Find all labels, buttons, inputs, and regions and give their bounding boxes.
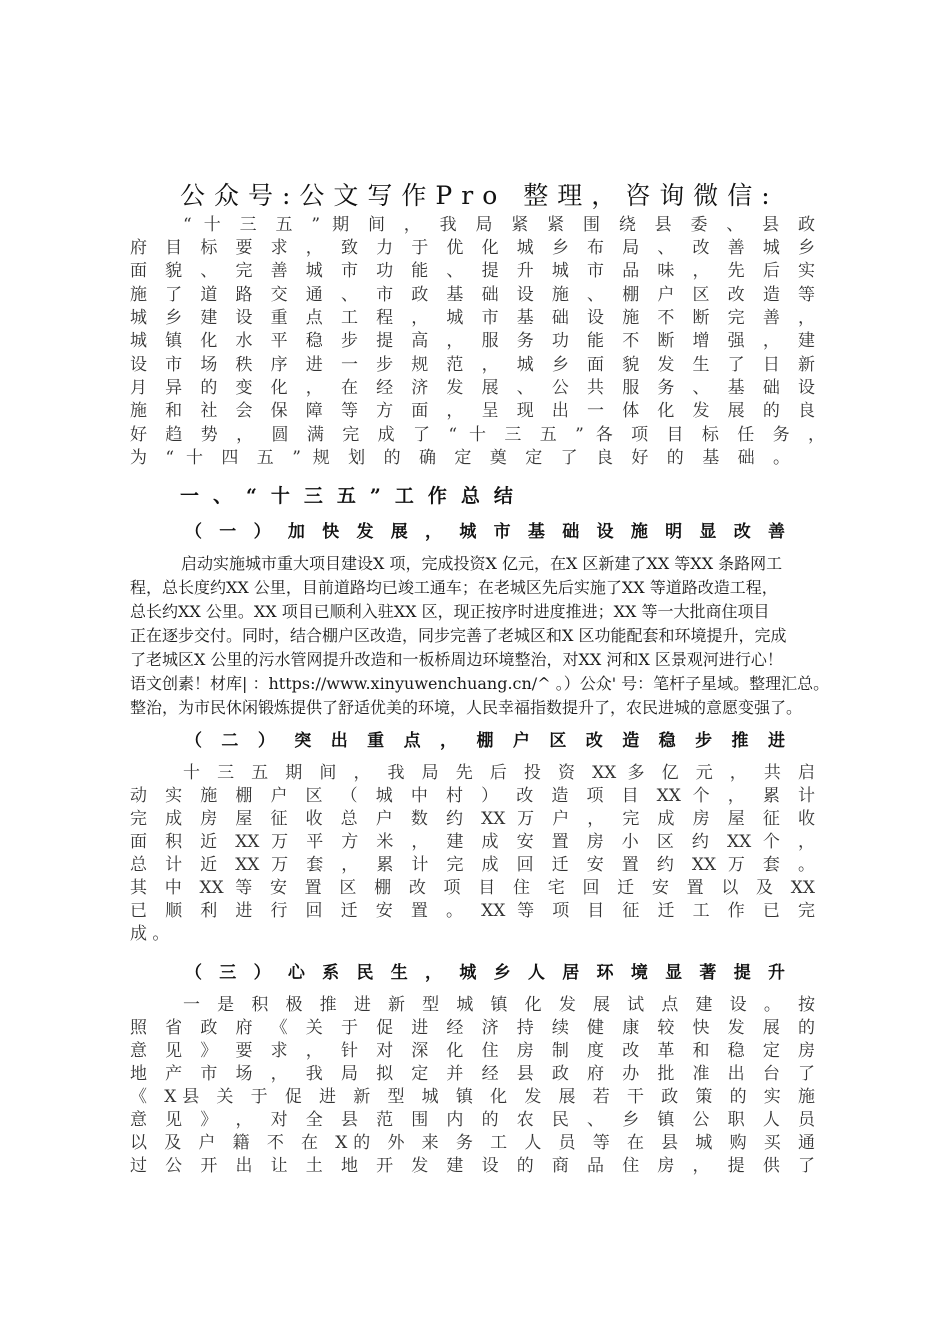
body-line: 一 是 积 极 推 进 新 型 城 镇 化 发 展 试 点 建 设 。 按	[183, 995, 815, 1015]
body-line: 《 X县 关 于 促 进 新 型 城 镇 化 发 展 若 干 政 策 的 实 施	[130, 1087, 815, 1107]
body-line: 其 中 XX 等 安 置 区 棚 改 项 目 住 宅 回 迁 安 置 以 及 XX	[130, 878, 815, 898]
body-line: 十 三 五 期 间 ， 我 局 先 后 投 资 XX 多 亿 元 ， 共 启	[183, 763, 815, 783]
intro-line: 月 异 的 变 化 ， 在 经 济 发 展 、 公 共 服 务 、 基 础 设	[130, 378, 815, 398]
intro-line: 设 市 场 秩 序 进 一 步 规 范 ， 城 乡 面 貌 发 生 了 日 新	[130, 355, 815, 375]
intro-line: 为 “ 十 四 五 ” 规 划 的 确 定 奠 定 了 良 好 的 基 础 。	[130, 448, 790, 468]
body-line: 程，总长度约XX 公里，目前道路均已竣工通车；在老城区先后实施了XX 等道路改造工程，	[130, 578, 778, 597]
body-line: 意 见 》 ， 对 全 县 范 围 内 的 农 民 、 乡 镇 公 职 人 员	[130, 1110, 815, 1130]
intro-line: 面 貌 、 完 善 城 市 功 能 、 提 升 城 市 品 味 ， 先 后 实	[130, 261, 815, 281]
subsection-heading-1: （ 一 ） 加 快 发 展 ， 城 市 基 础 设 施 明 显 改 善	[185, 522, 785, 542]
body-line: 了老城区X 公里的污水管网提升改造和一板桥周边环境整治，对XX 河和X 区景观河进行心！	[130, 650, 783, 669]
body-line: 语文创素！材库| ：https://www.xinyuwenchuang.cn/^ 。）公众' 号：笔杆子星域。整理汇总。	[130, 674, 830, 693]
body-line: 整治，为市民休闲锻炼提供了舒适优美的环境，人民幸福指数提升了，农民进城的意愿变强了。	[130, 698, 803, 717]
body-line: 完 成 房 屋 征 收 总 户 数 约 XX 万 户 ， 完 成 房 屋 征 收	[130, 809, 815, 829]
body-line: 过 公 开 出 让 土 地 开 发 建 设 的 商 品 住 房 ， 提 供 了	[130, 1156, 815, 1176]
body-line: 面 积 近 XX 万 平 方 米 ， 建 成 安 置 房 小 区 约 XX 个 ，	[130, 832, 815, 852]
body-line: 动 实 施 棚 户 区 （ 城 中 村 ） 改 造 项 目 XX 个 ， 累 计	[130, 786, 815, 806]
subsection-heading-3: （ 三 ） 心 系 民 生 ， 城 乡 人 居 环 境 显 著 提 升	[185, 963, 785, 983]
section-heading-1: 一、“十三五”工作总结	[180, 485, 527, 507]
document-title: 公众号:公文写作Pro 整理，咨询微信:	[180, 181, 779, 210]
body-line: 总 计 近 XX 万 套 ， 累 计 完 成 回 迁 安 置 约 XX 万 套 。	[130, 855, 815, 875]
body-line: 以 及 户 籍 不 在 X的 外 来 务 工 人 员 等 在 县 城 购 买 通	[130, 1133, 815, 1153]
body-line: 地 产 市 场 ， 我 局 拟 定 并 经 县 政 府 办 批 准 出 台 了	[130, 1064, 815, 1084]
intro-line: 城 镇 化 水 平 稳 步 提 高 ， 服 务 功 能 不 断 增 强 ， 建	[130, 331, 815, 351]
intro-line: 好 趋 势 ， 圆 满 完 成 了 “ 十 三 五 ” 各 项 目 标 任 务 ，	[130, 425, 825, 445]
intro-line: “ 十 三 五 ” 期 间 ， 我 局 紧 紧 围 绕 县 委 、 县 政	[183, 215, 815, 235]
body-line: 正在逐步交付。同时，结合棚户区改造，同步完善了老城区和X 区功能配套和环境提升，完成	[130, 626, 787, 645]
subsection-heading-2: （ 二 ） 突 出 重 点 ， 棚 户 区 改 造 稳 步 推 进	[185, 731, 785, 751]
intro-line: 府 目 标 要 求 ， 致 力 于 优 化 城 乡 布 局 、 改 善 城 乡	[130, 238, 815, 258]
body-line: 总长约XX 公里。XX 项目已顺利入驻XX 区，现正按序时进度推进；XX 等一大批商住项目	[130, 602, 770, 621]
body-line: 启动实施城市重大项目建设X 项，完成投资X 亿元，在X 区新建了XX 等XX 条路网工	[181, 554, 783, 573]
body-line: 意 见 》 要 求 ， 针 对 深 化 住 房 制 度 改 革 和 稳 定 房	[130, 1041, 815, 1061]
intro-line: 施 和 社 会 保 障 等 方 面 ， 呈 现 出 一 体 化 发 展 的 良	[130, 401, 815, 421]
body-line: 成 。	[130, 924, 170, 944]
body-line: 已 顺 利 进 行 回 迁 安 置 。 XX 等 项 目 征 迁 工 作 已 完	[130, 901, 815, 921]
intro-line: 城 乡 建 设 重 点 工 程 ， 城 市 基 础 设 施 不 断 完 善 ，	[130, 308, 815, 328]
body-line: 照 省 政 府 《 关 于 促 进 经 济 持 续 健 康 较 快 发 展 的	[130, 1018, 815, 1038]
intro-line: 施 了 道 路 交 通 、 市 政 基 础 设 施 、 棚 户 区 改 造 等	[130, 285, 815, 305]
